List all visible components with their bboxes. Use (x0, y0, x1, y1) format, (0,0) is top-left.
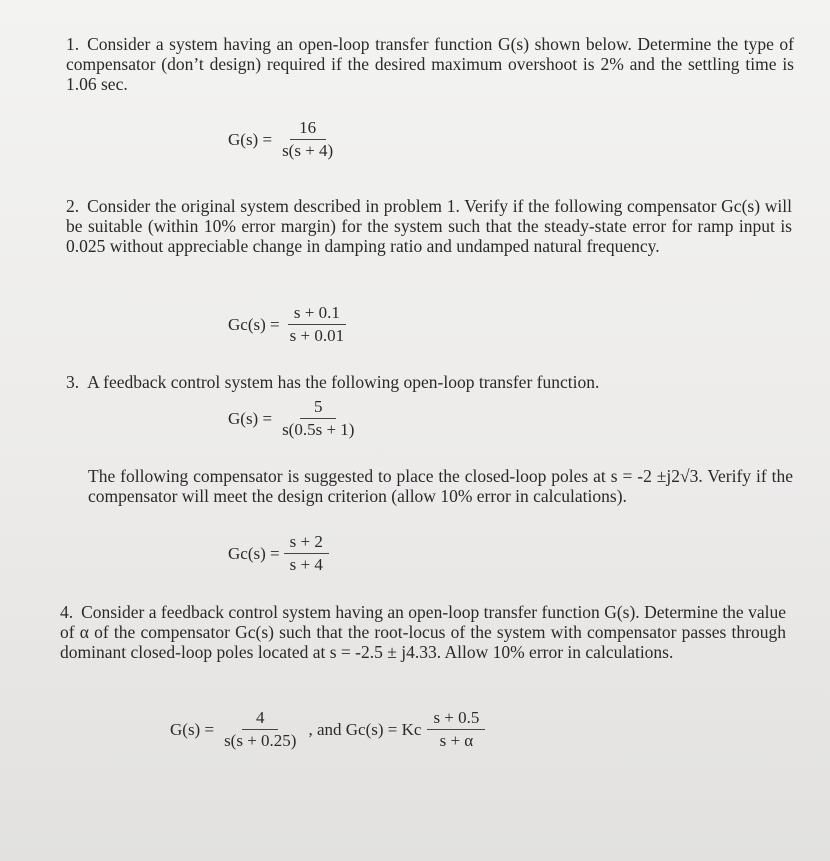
eq-4-lhs: G(s) = (170, 719, 215, 739)
eq-1-lhs: G(s) = (228, 129, 273, 149)
eq-1-denominator: s(s + 4) (282, 141, 334, 160)
problem-1-body: Consider a system having an open-loop transfer function G(s) shown below. Determine the type of compensator (don’t design) required if the desired maximum overshoot is 2% and the settling time is 1.06 sec. (66, 34, 794, 94)
eq-4-middle: , and Gc(s) = Kc (308, 719, 422, 739)
problem-3-body-2: The following compensator is suggested to place the closed-loop poles at s = -2 ±j2√3. Verify if the compensator will meet the design criterion (allow 10% error in calculations). (88, 466, 793, 506)
problem-3-equation-2 (228, 532, 329, 575)
problem-3-number: 3. (66, 372, 80, 392)
problem-1-text (66, 34, 794, 94)
eq-1-numerator: 16 (290, 118, 326, 140)
eq-4-fraction-2 (427, 708, 485, 751)
problem-2-number: 2. (66, 196, 80, 216)
problem-1-equation (228, 118, 339, 161)
problem-4-equation (170, 708, 485, 751)
eq-3-denominator: s(0.5s + 1) (282, 420, 355, 439)
problem-3-equation (228, 397, 360, 440)
eq-2-lhs: Gc(s) = (228, 314, 280, 334)
eq-3b-denominator: s + 4 (289, 555, 323, 574)
eq-3b-fraction (284, 532, 329, 575)
problem-2-text (66, 196, 792, 256)
eq-4-fraction (218, 708, 302, 751)
problem-1-number: 1. (66, 34, 80, 54)
eq-3-numerator: 5 (300, 397, 336, 419)
eq-1-fraction (276, 118, 339, 161)
problem-3-text (66, 372, 786, 392)
eq-4-numerator-2: s + 0.5 (427, 708, 485, 730)
eq-4-denominator: s(s + 0.25) (224, 731, 297, 750)
eq-3-fraction (276, 397, 360, 440)
problem-4-body: Consider a feedback control system having an open-loop transfer function G(s). Determine the value of α of the compensator Gc(s) such that the root-locus of the system with compensator passes through dominant closed-loop poles located at s = -2.5 ± j4.33. Allow 10% error in calculations. (60, 602, 786, 662)
problem-2-equation (228, 303, 350, 346)
eq-2-numerator: s + 0.1 (288, 303, 346, 325)
eq-2-fraction (284, 303, 350, 346)
eq-3-lhs: G(s) = (228, 408, 273, 428)
eq-3b-lhs: Gc(s) = (228, 543, 280, 563)
eq-2-denominator: s + 0.01 (289, 326, 345, 345)
eq-3b-numerator: s + 2 (284, 532, 329, 554)
problem-4-number: 4. (60, 602, 74, 622)
problem-3-body: A feedback control system has the following open-loop transfer function. (87, 372, 600, 392)
eq-4-denominator-2: s + α (439, 731, 474, 750)
eq-4-numerator: 4 (242, 708, 278, 730)
problem-3-text-2 (88, 466, 793, 506)
problem-4-text (60, 602, 786, 662)
problem-2-body: Consider the original system described in problem 1. Verify if the following compensator Gc(s) will be suitable (within 10% error margin) for the system such that the steady-state error for ramp input is 0.025 without appreciable change in damping ratio and undamped natural frequency. (66, 196, 792, 256)
